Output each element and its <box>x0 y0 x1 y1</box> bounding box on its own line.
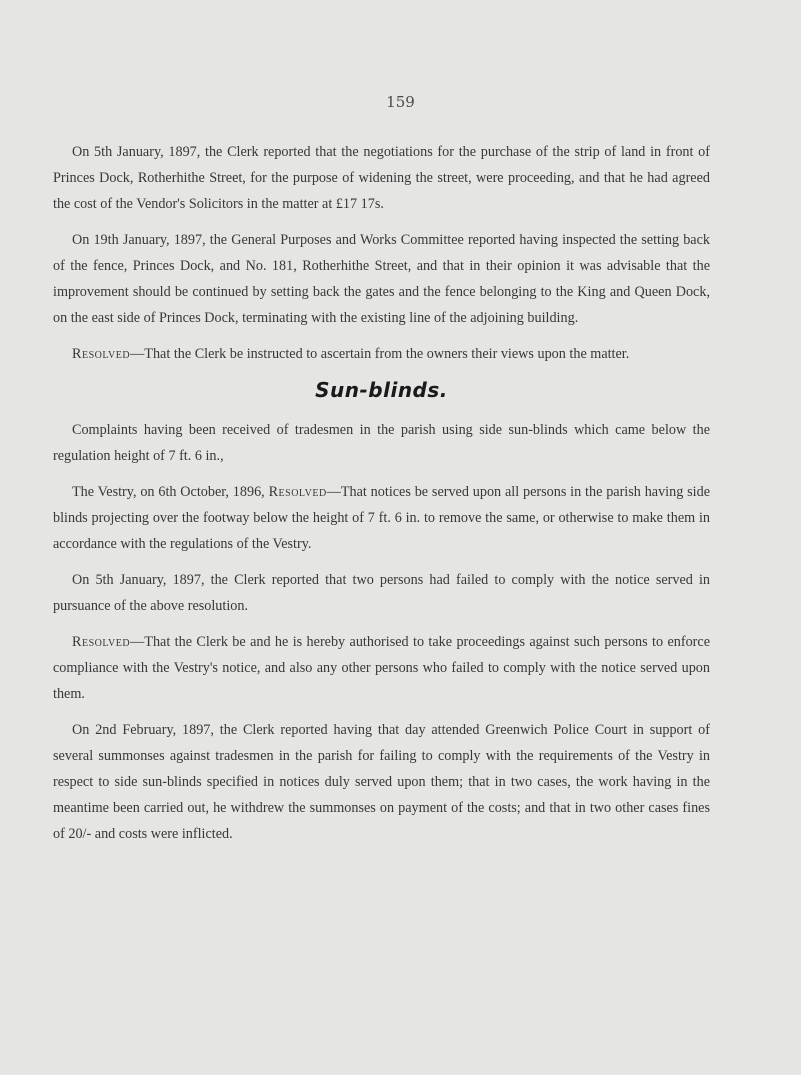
section-heading: Sun-blinds. <box>315 378 448 402</box>
resolved-label: Resolved <box>72 634 131 650</box>
paragraph-text: Complaints having been received of tradesmen in the parish using side sun-blinds which came below the regulation height of 7 ft. 6 in., <box>53 422 710 464</box>
paragraph-text: —That the Clerk be and he is hereby authorised to take proceedings against such persons to enforce compliance with the Vestry's notice, and also any other persons who failed to comply with the notice served upon them. <box>53 634 710 702</box>
paragraph-vestry-resolution <box>53 479 710 557</box>
paragraph-vendor-solicitors <box>53 139 710 217</box>
paragraph-text: On 5th January, 1897, the Clerk reported that the negotiations for the purchase of the strip of land in front of Princes Dock, Rotherhithe Street, for the purpose of widening the street, were proceeding, and that he had agreed the cost of the Vendor's Solicitors in the matter at £17 17s. <box>53 144 710 212</box>
paragraph-text: —That the Clerk be instructed to ascertain from the owners their views upon the matter. <box>130 346 630 362</box>
paragraph-text: On 5th January, 1897, the Clerk reported that two persons had failed to comply with the notice served in pursuance of the above resolution. <box>53 572 710 614</box>
paragraph-police-court <box>53 717 710 847</box>
resolved-label: Resolved <box>268 484 327 500</box>
paragraph-complaints <box>53 417 710 469</box>
paragraph-proceedings-resolution <box>53 629 710 707</box>
paragraph-text: On 2nd February, 1897, the Clerk reported having that day attended Greenwich Police Court in support of several summonses against tradesmen in the parish for failing to comply with the requirements of the Vestry in respect to side sun-blinds specified in notices duly served upon them; that in two cases, the work having in the meantime been carried out, he withdrew the summonses on payment of the costs; and that in two other cases fines of 20/- and costs were inflicted. <box>53 722 710 842</box>
paragraph-text: On 19th January, 1897, the General Purposes and Works Committee reported having inspected the setting back of the fence, Princes Dock, and No. 181, Rotherhithe Street, and that in their opinion it was advisable that the improvement should be continued by setting back the gates and the fence belonging to the King and Queen Dock, on the east side of Princes Dock, terminating with the existing line of the adjoining building. <box>53 232 710 326</box>
page-number: 159 <box>386 93 415 111</box>
document-body <box>53 139 710 857</box>
paragraph-text: —That notices be served upon all persons in the parish having side blinds projecting over the footway below the height of 7 ft. 6 in. to remove the same, or otherwise to make them in accordance with the regulations of the Vestry. <box>53 484 710 552</box>
resolved-label: Resolved <box>72 346 131 362</box>
paragraph-clerk-report <box>53 567 710 619</box>
paragraph-resolution-owners <box>53 341 710 367</box>
paragraph-works-committee <box>53 227 710 331</box>
paragraph-text-pre: The Vestry, on 6th October, 1896, <box>72 484 269 500</box>
